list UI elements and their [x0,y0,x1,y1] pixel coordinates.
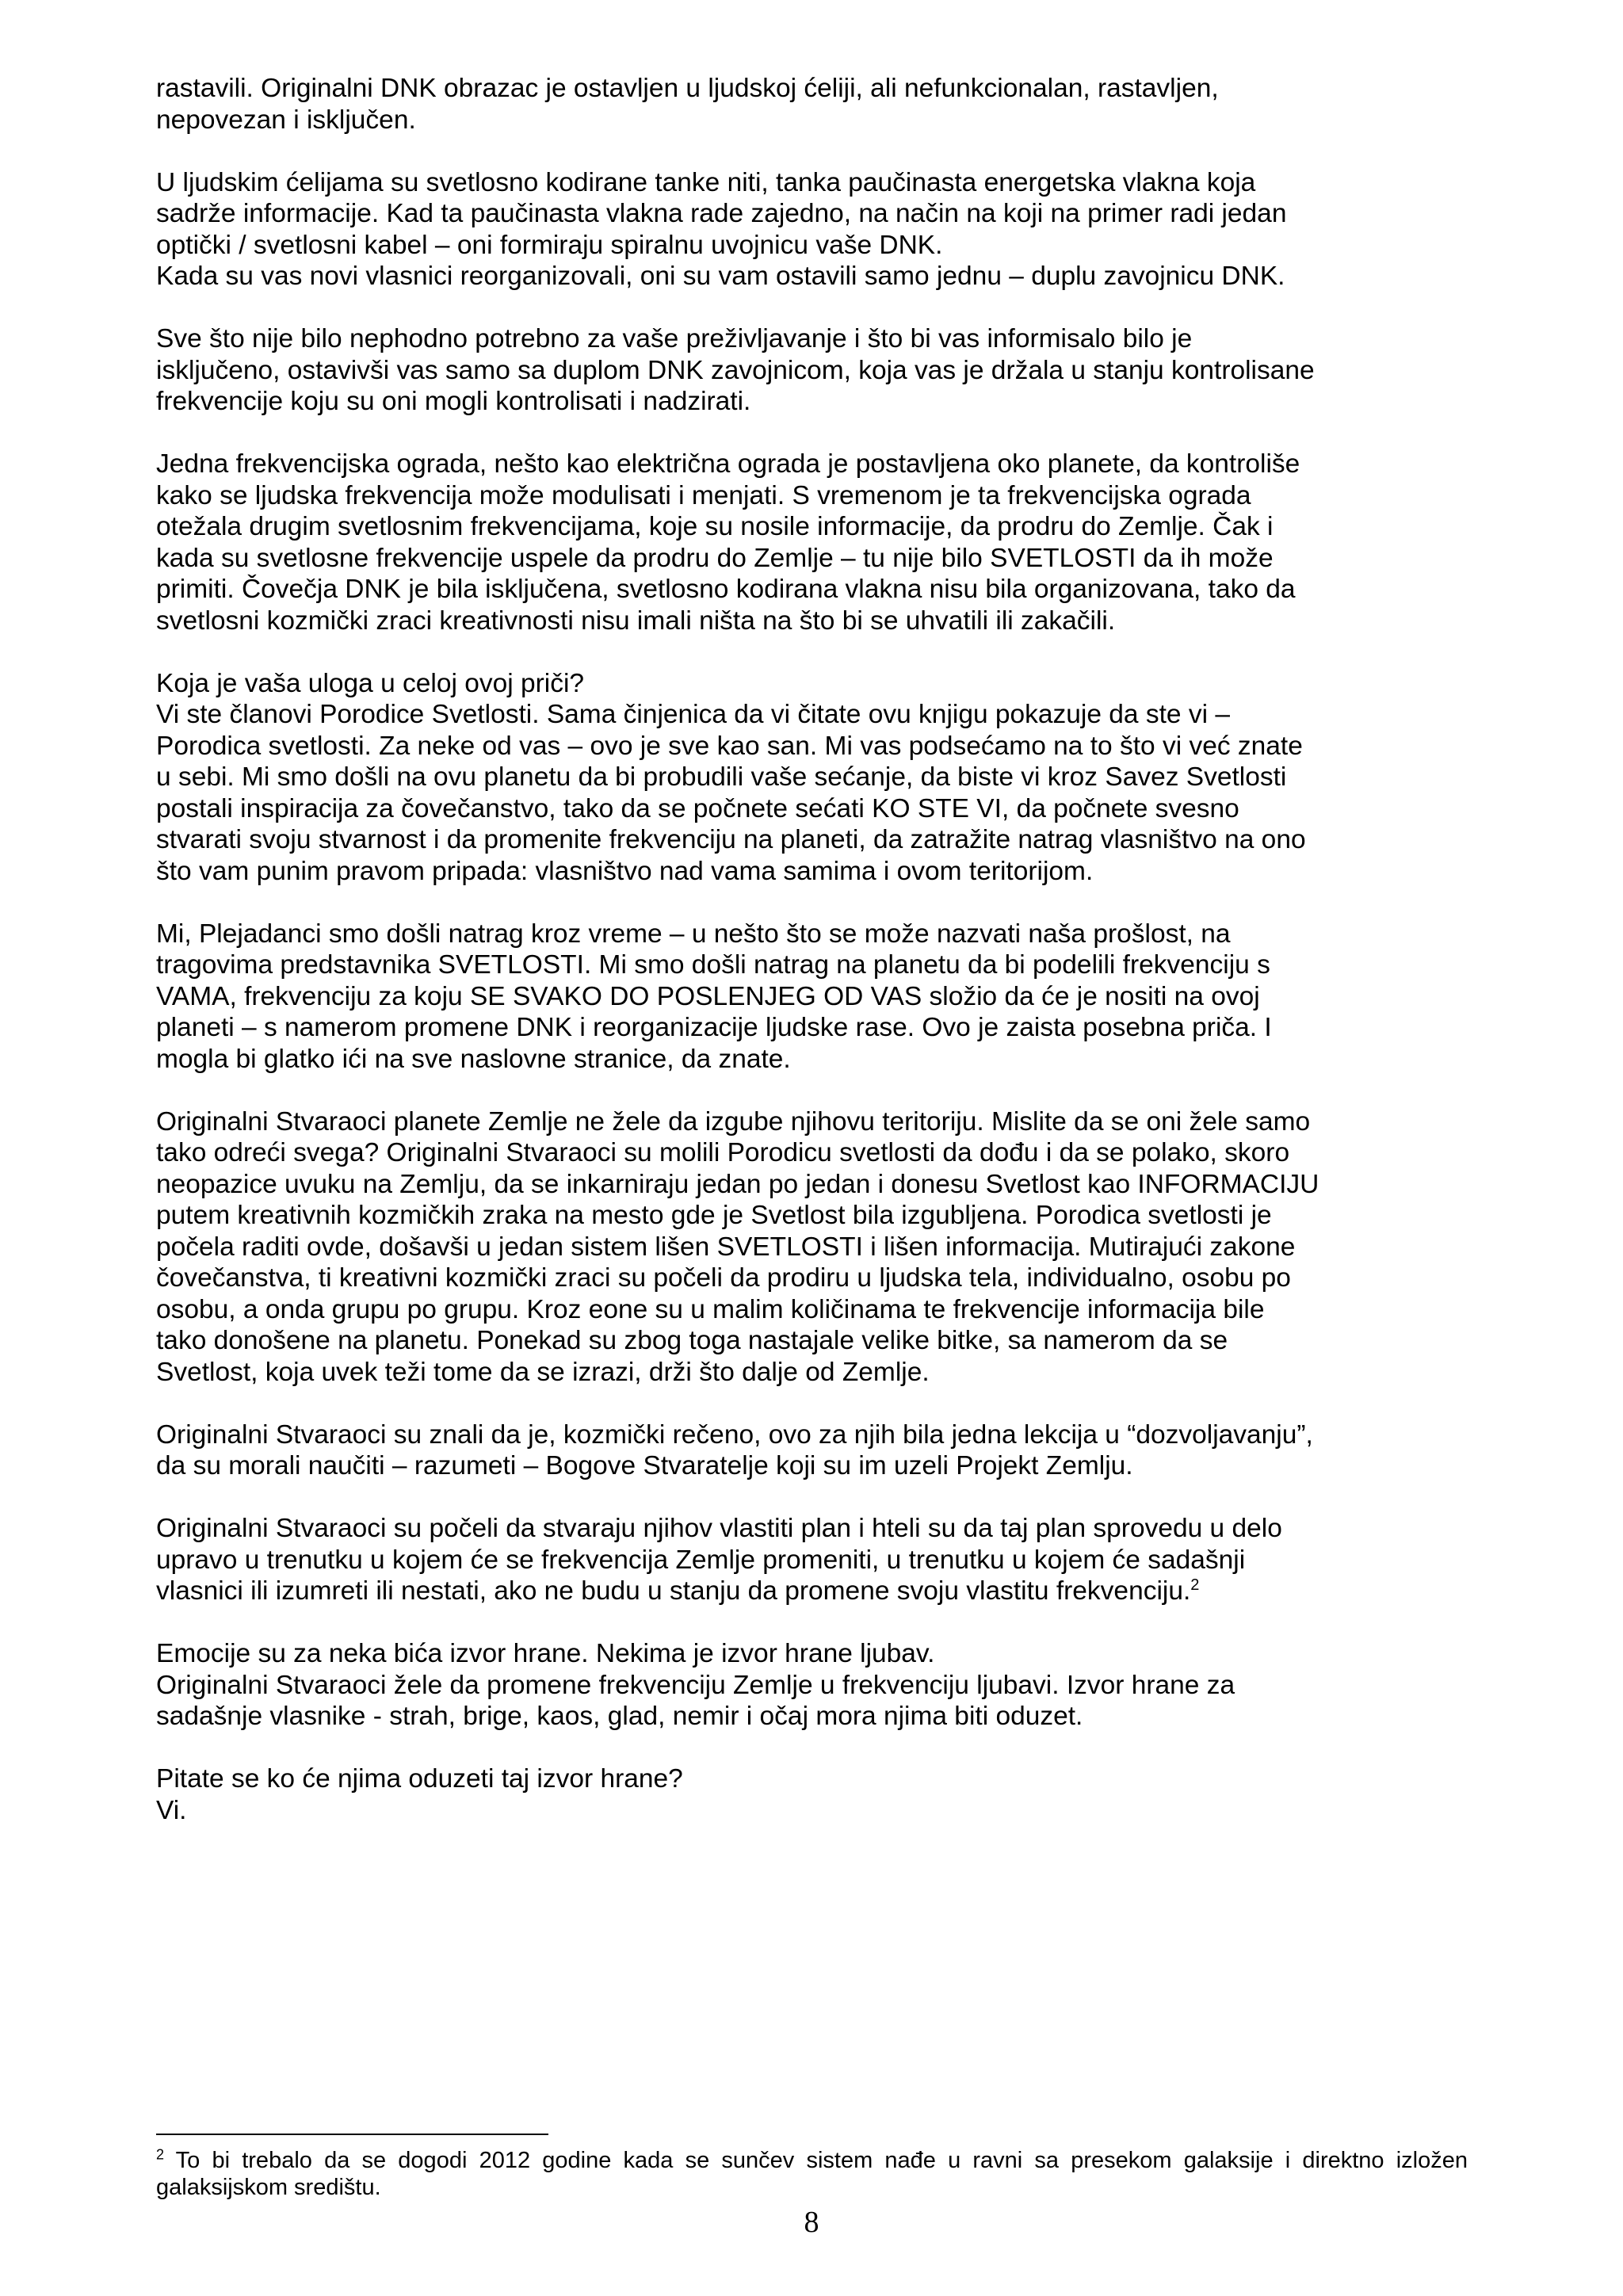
text-line: tako donošene na planetu. Ponekad su zbog toga nastajale velike bitke, sa namerom da se [156,1326,1228,1355]
text-line: Kada su vas novi vlasnici reorganizovali, oni su vam ostavili samo jednu – duplu zavojnicu DNK. [156,262,1285,291]
footnote-number: 2 [156,2146,165,2163]
text-line: putem kreativnih kozmičkih zraka na mesto gde je Svetlost bila izgubljena. Porodica svetlosti je [156,1201,1272,1230]
body-text [156,73,1468,1826]
text-line: počela raditi ovde, došavši u jedan sistem lišen SVETLOSTI i lišen informacija. Mutirajući zakone [156,1232,1296,1262]
paragraph [156,1513,1468,1607]
text-line: tragovima predstavnika SVETLOSTI. Mi smo došli natrag na planetu da bi podelili frekvenciju s [156,950,1270,980]
footnote [156,2147,1468,2201]
text-line: optički / svetlosni kabel – oni formiraju spiralnu uvojnicu vaše DNK. [156,230,943,260]
text-line: sadašnje vlasnike - strah, brige, kaos, glad, nemir i očaj mora njima biti oduzet. [156,1702,1083,1731]
text-line: isključeno, ostavivši vas samo sa duplom DNK zavojnicom, koja vas je držala u stanju kontrolisane [156,355,1315,385]
text-line: što vam punim pravom pripada: vlasništvo nad vama samima i ovom teritorijom. [156,856,1094,886]
text-line: Vi. [156,1795,187,1825]
paragraph [156,323,1468,418]
footnote-separator [156,2134,548,2135]
paragraph [156,73,1468,136]
paragraph [156,919,1468,1075]
text-line: kada su svetlosne frekvencije uspele da prodru do Zemlje – tu nije bilo SVETLOSTI da ih može [156,543,1274,573]
text-line: u sebi. Mi smo došli na ovu planetu da bi probudili vaše sećanje, da biste vi kroz Savez Svetlosti [156,762,1287,792]
page-number: 8 [804,2206,819,2239]
text-line: Originalni Stvaraoci žele da promene frekvenciju Zemlje u frekvenciju ljubavi. Izvor hrane za [156,1670,1235,1700]
text-line: svetlosni kozmički zraci kreativnosti nisu imali ništa na što bi se uhvatili ili zakačili. [156,606,1116,636]
text-line: planeti – s namerom promene DNK i reorganizacije ljudske rase. Ovo je zaista posebna priča. I [156,1013,1272,1042]
footnote-reference: 2 [1190,1576,1200,1594]
text-line: nepovezan i isključen. [156,105,416,135]
text-line: Emocije su za neka bića izvor hrane. Nekima je izvor hrane ljubav. [156,1639,935,1668]
text-line: čovečanstva, ti kreativni kozmički zraci su počeli da prodiru u ljudska tela, individualno, osobu po [156,1263,1291,1293]
text-line: mogla bi glatko ići na sve naslovne stranice, da znate. [156,1044,791,1074]
text-line: Originalni Stvaraoci su počeli da stvaraju njihov vlastiti plan i hteli su da taj plan sprovedu u delo [156,1514,1282,1543]
text-line: Sve što nije bilo nephodno potrebno za vaše preživljavanje i što bi vas informisalo bilo je [156,324,1193,353]
paragraph [156,1419,1468,1482]
text-line: kako se ljudska frekvencija može modulisati i menjati. S vremenom je ta frekvencijska ograda [156,480,1251,510]
text-line: Porodica svetlosti. Za neke od vas – ovo je sve kao san. Mi vas podsećamo na to što vi već znate [156,731,1303,761]
text-line: da su morali naučiti – razumeti – Bogove Stvaratelje koji su im uzeli Projekt Zemlju. [156,1451,1133,1480]
text-line: sadrže informacije. Kad ta paučinasta vlakna rade zajedno, na način na koji na primer radi jedan [156,199,1287,228]
paragraph [156,1763,1468,1826]
text-line: neopazice uvuku na Zemlju, da se inkarniraju jedan po jedan i donesu Svetlost kao INFORMACIJU [156,1169,1319,1199]
paragraph [156,668,1468,888]
paragraph [156,1106,1468,1389]
text-line: primiti. Čovečja DNK je bila isključena, svetlosno kodirana vlakna nisu bila organizovana, tako da [156,575,1296,604]
text-line: U ljudskim ćelijama su svetlosno kodirane tanke niti, tanka paučinasta energetska vlakna koja [156,167,1256,197]
text-line: tako odreći svega? Originalni Stvaraoci su molili Porodicu svetlosti da dođu i da se polako, skoro [156,1138,1290,1167]
text-line: Vi ste članovi Porodice Svetlosti. Sama činjenica da vi čitate ovu knjigu pokazuje da ste vi – [156,700,1230,729]
text-line: upravo u trenutku u kojem će se frekvencija Zemlje promeniti, u trenutku u kojem će sadašnji [156,1545,1246,1575]
text-line: postali inspiracija za čovečanstvo, tako da se počnete sećati KO STE VI, da počnete svesno [156,793,1239,823]
paragraph [156,1638,1468,1733]
text-line: Originalni Stvaraoci planete Zemlje ne žele da izgube njihovu teritoriju. Mislite da se oni žele samo [156,1106,1311,1137]
paragraph [156,449,1468,636]
text-line: vlasnici ili izumreti ili nestati, ako ne budu u stanju da promene svoju vlastitu frekvenciju. [156,1576,1191,1606]
text-line: Jedna frekvencijska ograda, nešto kao električna ograda je postavljena oko planete, da kontroliše [156,449,1300,479]
text-line: osobu, a onda grupu po grupu. Kroz eone su u malim količinama te frekvencije informacija bile [156,1294,1265,1324]
text-line: rastavili. Originalni DNK obrazac je ostavljen u ljudskoj ćeliji, ali nefunkcionalan, rastavljen, [156,74,1219,103]
footnote-text: To bi trebalo da se dogodi 2012 godine kada se sunčev sistem nađe u ravni sa presekom galaksije i direktno izložen galaksijskom središtu. [156,2148,1468,2200]
text-line: otežala drugim svetlosnim frekvencijama, koje su nosile informacije, da prodru do Zemlje. Čak i [156,512,1274,541]
text-line: Mi, Plejadanci smo došli natrag kroz vreme – u nešto što se može nazvati naša prošlost, na [156,919,1231,949]
text-line: frekvencije koju su oni mogli kontrolisati i nadzirati. [156,387,751,416]
text-line: Pitate se ko će njima oduzeti taj izvor hrane? [156,1764,683,1794]
text-line: Originalni Stvaraoci su znali da je, kozmički rečeno, ovo za njih bila jedna lekcija u “dozvoljavanju”, [156,1419,1313,1450]
text-line: Svetlost, koja uvek teži tome da se izrazi, drži što dalje od Zemlje. [156,1357,930,1387]
text-line: stvarati svoju stvarnost i da promenite frekvenciju na planeti, da zatražite natrag vlasništvo na ono [156,825,1306,854]
text-line: VAMA, frekvenciju za koju SE SVAKO DO POSLENJEG OD VAS složio da će je nositi na ovoj [156,981,1260,1011]
paragraph [156,167,1468,292]
text-line: Koja je vaša uloga u celoj ovoj priči? [156,668,585,698]
